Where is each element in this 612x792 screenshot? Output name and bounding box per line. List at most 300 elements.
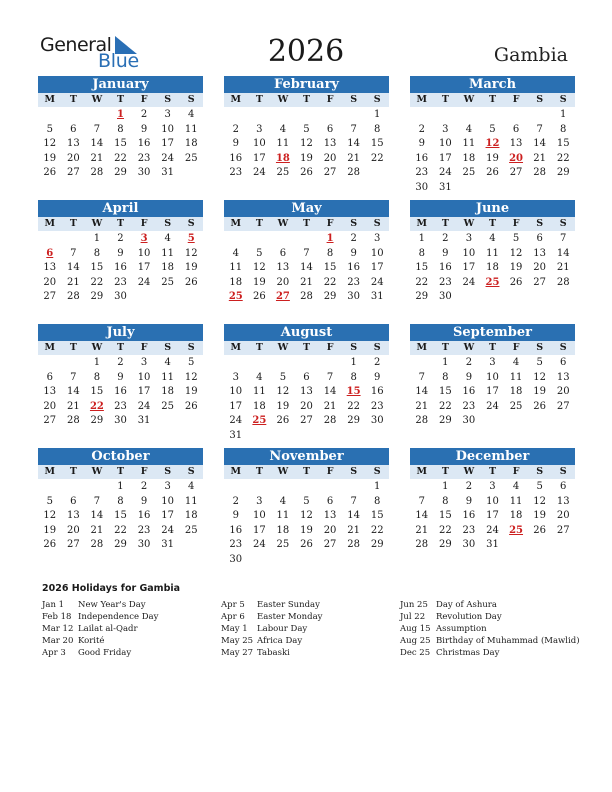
day-cell: 16 <box>229 152 243 164</box>
day-cell: 1 <box>93 357 101 368</box>
weekday-label: W <box>91 94 103 105</box>
holiday-name: Birthday of Muhammad (Mawlid) <box>436 636 580 646</box>
day-cell: 12 <box>509 247 523 259</box>
day-cell: 2 <box>232 123 239 135</box>
day-cell: 4 <box>188 481 195 492</box>
day-cell: 18 <box>252 400 266 412</box>
day-cell: 11 <box>509 371 523 383</box>
day-cell: 24 <box>486 400 499 412</box>
holiday-row <box>400 647 580 659</box>
day-cell: 15 <box>90 386 104 397</box>
day-cell: 16 <box>137 510 151 521</box>
day-cell: 2 <box>140 481 148 492</box>
weekday-label: M <box>230 94 242 105</box>
weekday-label: M <box>416 94 428 105</box>
day-cell: 24 <box>370 276 384 288</box>
day-cell: 10 <box>370 247 384 259</box>
day-cell: 29 <box>438 415 452 426</box>
day-cell: 29 <box>90 291 104 302</box>
day-grid <box>38 355 203 429</box>
day-cell: 15 <box>114 138 127 149</box>
day-cell: 30 <box>438 291 452 302</box>
day-cell: 20 <box>323 524 337 536</box>
day-cell: 9 <box>140 123 148 135</box>
day-cell: 23 <box>370 400 384 412</box>
day-cell: 22 <box>347 400 360 412</box>
day-cell: 14 <box>415 510 429 521</box>
weekday-label: S <box>350 218 358 229</box>
day-cell: 19 <box>533 386 546 397</box>
day-cell: 4 <box>465 123 473 135</box>
holiday-day-cell: 18 <box>275 152 290 164</box>
day-cell: 10 <box>137 371 151 383</box>
day-cell: 5 <box>46 495 53 507</box>
day-cell: 20 <box>323 152 337 164</box>
weekday-label: S <box>536 466 544 477</box>
day-cell: 7 <box>70 247 77 259</box>
weekday-label: T <box>255 342 263 353</box>
month-november <box>224 448 389 567</box>
day-cell: 9 <box>232 138 239 149</box>
weekday-label: S <box>187 342 195 353</box>
day-cell: 13 <box>556 371 570 383</box>
month-title: February <box>224 76 389 93</box>
day-cell: 19 <box>252 276 266 288</box>
weekday-label: F <box>140 218 148 229</box>
month-title: November <box>224 448 389 465</box>
day-cell: 8 <box>442 371 449 383</box>
day-cell: 2 <box>350 233 357 244</box>
empty-cell <box>38 232 62 247</box>
day-cell: 4 <box>512 481 520 492</box>
holiday-day-cell: 27 <box>275 291 290 302</box>
day-cell: 13 <box>66 510 80 521</box>
day-cell: 4 <box>164 233 171 244</box>
day-cell: 28 <box>556 276 570 288</box>
holiday-day-cell: 1 <box>117 109 124 120</box>
holiday-row <box>400 635 580 647</box>
day-cell: 24 <box>462 276 476 288</box>
day-cell: 22 <box>370 524 384 536</box>
empty-cell <box>248 232 272 247</box>
day-cell: 3 <box>489 357 496 368</box>
day-cell: 18 <box>161 262 174 273</box>
weekday-label: F <box>140 342 148 353</box>
day-grid <box>38 479 203 553</box>
holiday-date: Mar 20 <box>42 636 74 646</box>
day-cell: 30 <box>415 181 429 193</box>
day-cell: 2 <box>442 233 449 244</box>
day-cell: 23 <box>114 400 127 412</box>
day-cell: 11 <box>509 495 523 507</box>
day-cell: 4 <box>164 357 171 368</box>
empty-cell <box>224 108 248 123</box>
day-cell: 11 <box>161 247 174 259</box>
holiday-column-1 <box>42 599 222 659</box>
weekday-label: S <box>373 218 381 229</box>
holiday-name: Day of Ashura <box>436 600 497 610</box>
weekday-label: M <box>416 466 428 477</box>
day-cell: 8 <box>326 247 334 259</box>
day-cell: 1 <box>560 109 567 120</box>
holiday-date: Feb 18 <box>42 612 72 622</box>
holiday-name: Revolution Day <box>436 612 502 622</box>
day-grid <box>224 479 389 567</box>
day-cell: 9 <box>140 495 148 507</box>
day-cell: 30 <box>114 291 127 302</box>
day-cell: 25 <box>184 524 198 536</box>
weekday-label: T <box>488 218 497 229</box>
day-cell: 7 <box>418 495 425 507</box>
month-august <box>224 324 389 443</box>
day-cell: 6 <box>560 357 567 368</box>
day-cell: 11 <box>184 123 198 135</box>
day-cell: 21 <box>347 524 360 536</box>
holiday-date: Apr 5 <box>221 600 245 610</box>
day-cell: 19 <box>43 524 57 536</box>
day-cell: 10 <box>252 138 266 149</box>
day-cell: 13 <box>323 138 337 149</box>
day-cell: 9 <box>465 495 473 507</box>
holiday-day-cell: 6 <box>46 247 54 259</box>
weekday-label: S <box>187 94 195 105</box>
day-cell: 20 <box>43 276 57 288</box>
day-cell: 28 <box>66 415 80 426</box>
day-cell: 9 <box>442 247 449 259</box>
month-february <box>224 76 389 181</box>
weekday-label: S <box>559 218 567 229</box>
day-grid <box>410 355 575 429</box>
day-cell: 15 <box>370 510 384 521</box>
weekday-label: T <box>441 94 449 105</box>
weekday-label: T <box>116 342 125 353</box>
day-cell: 4 <box>489 233 496 244</box>
day-cell: 25 <box>509 400 523 412</box>
day-cell: 19 <box>300 524 313 536</box>
weekday-label: T <box>69 466 77 477</box>
day-cell: 15 <box>556 138 570 149</box>
empty-cell <box>224 356 248 371</box>
day-cell: 22 <box>415 276 429 288</box>
day-cell: 1 <box>117 481 124 492</box>
weekday-header <box>224 217 389 231</box>
holiday-day-cell: 25 <box>228 291 243 302</box>
day-cell: 26 <box>184 400 198 412</box>
day-cell: 26 <box>276 415 290 426</box>
day-cell: 9 <box>117 371 124 383</box>
day-cell: 23 <box>438 276 452 288</box>
day-cell: 9 <box>117 247 124 259</box>
day-cell: 7 <box>418 371 425 383</box>
day-cell: 22 <box>90 276 104 288</box>
day-cell: 18 <box>229 276 243 288</box>
weekday-label: F <box>512 466 520 477</box>
day-cell: 12 <box>252 262 266 273</box>
day-cell: 30 <box>137 539 151 550</box>
day-cell: 14 <box>323 386 337 397</box>
empty-cell <box>295 108 319 123</box>
day-cell: 14 <box>533 138 546 149</box>
day-cell: 25 <box>276 539 290 550</box>
day-cell: 2 <box>465 357 473 368</box>
weekday-label: T <box>302 218 311 229</box>
day-cell: 21 <box>323 400 337 412</box>
day-cell: 21 <box>90 152 104 164</box>
holiday-date: Apr 6 <box>221 612 245 622</box>
empty-cell <box>318 356 342 371</box>
empty-cell <box>85 108 109 123</box>
day-cell: 18 <box>184 510 198 521</box>
weekday-label: T <box>302 342 311 353</box>
holiday-name: Tabaski <box>257 648 290 658</box>
day-cell: 13 <box>43 386 57 397</box>
holiday-row <box>42 599 222 611</box>
day-cell: 14 <box>300 262 313 273</box>
day-cell: 15 <box>114 510 127 521</box>
day-cell: 11 <box>161 371 174 383</box>
day-cell: 18 <box>486 262 499 273</box>
weekday-label: S <box>350 342 358 353</box>
day-cell: 30 <box>114 415 127 426</box>
day-cell: 4 <box>256 371 263 383</box>
day-cell: 17 <box>161 510 174 521</box>
day-cell: 23 <box>137 524 151 536</box>
holiday-column-2 <box>221 599 401 659</box>
day-cell: 7 <box>303 247 310 259</box>
weekday-label: W <box>463 218 475 229</box>
empty-cell <box>85 480 109 495</box>
day-cell: 30 <box>137 167 151 178</box>
day-cell: 5 <box>536 357 543 368</box>
holiday-day-cell: 25 <box>509 524 524 536</box>
day-cell: 30 <box>229 553 243 565</box>
weekday-header <box>410 465 575 479</box>
day-cell: 11 <box>276 510 290 521</box>
day-cell: 16 <box>462 510 476 521</box>
day-cell: 20 <box>43 400 57 412</box>
day-cell: 13 <box>556 495 570 507</box>
holiday-name: Lailat al-Qadr <box>78 624 138 634</box>
day-cell: 30 <box>462 415 476 426</box>
weekday-header <box>224 465 389 479</box>
day-cell: 19 <box>276 400 290 412</box>
day-cell: 17 <box>438 152 452 164</box>
month-title: July <box>38 324 203 341</box>
holiday-name: Easter Sunday <box>257 600 320 610</box>
day-cell: 23 <box>229 167 243 178</box>
holiday-name: Easter Monday <box>257 612 323 622</box>
weekday-label: S <box>559 94 567 105</box>
day-cell: 20 <box>276 276 290 288</box>
empty-cell <box>410 356 434 371</box>
day-cell: 19 <box>184 262 198 273</box>
empty-cell <box>38 108 62 123</box>
weekday-label: W <box>277 218 289 229</box>
day-cell: 20 <box>66 152 80 164</box>
day-cell: 22 <box>114 524 127 536</box>
day-cell: 21 <box>556 262 570 273</box>
holiday-row <box>42 623 222 635</box>
day-cell: 17 <box>252 152 266 164</box>
day-cell: 7 <box>536 123 543 135</box>
weekday-label: M <box>230 218 242 229</box>
day-cell: 29 <box>415 291 429 302</box>
weekday-label: T <box>116 466 125 477</box>
month-april <box>38 200 203 305</box>
day-cell: 12 <box>184 371 198 383</box>
day-cell: 22 <box>438 400 452 412</box>
day-cell: 8 <box>374 123 381 135</box>
weekday-label: W <box>463 94 475 105</box>
day-cell: 5 <box>512 233 520 244</box>
day-cell: 31 <box>370 291 384 302</box>
day-cell: 3 <box>374 233 381 244</box>
day-cell: 10 <box>486 371 499 383</box>
weekday-label: S <box>164 466 172 477</box>
day-cell: 13 <box>300 386 313 397</box>
weekday-header <box>224 341 389 355</box>
weekday-label: W <box>463 342 475 353</box>
weekday-label: F <box>140 466 148 477</box>
weekday-label: F <box>512 94 520 105</box>
day-cell: 27 <box>43 415 57 426</box>
weekday-label: S <box>350 94 358 105</box>
empty-cell <box>295 480 319 495</box>
day-grid <box>38 107 203 181</box>
weekday-label: T <box>488 342 497 353</box>
day-cell: 13 <box>276 262 290 273</box>
day-cell: 28 <box>347 539 360 550</box>
empty-cell <box>295 232 319 247</box>
weekday-label: M <box>416 218 428 229</box>
day-cell: 15 <box>438 510 452 521</box>
day-cell: 27 <box>509 167 523 178</box>
weekday-label: M <box>44 342 56 353</box>
empty-cell <box>318 108 342 123</box>
day-cell: 19 <box>300 152 313 164</box>
day-cell: 16 <box>347 262 360 273</box>
holiday-day-cell: 22 <box>89 400 104 412</box>
weekday-label: S <box>536 218 544 229</box>
holiday-row <box>221 635 401 647</box>
day-cell: 26 <box>533 400 546 412</box>
day-cell: 28 <box>533 167 546 178</box>
day-cell: 24 <box>252 539 266 550</box>
day-cell: 10 <box>161 123 174 135</box>
day-cell: 16 <box>370 386 384 397</box>
empty-cell <box>62 232 86 247</box>
day-cell: 24 <box>252 167 266 178</box>
day-cell: 27 <box>66 539 80 550</box>
month-june <box>410 200 575 305</box>
logo-general-text: General <box>40 34 112 56</box>
day-cell: 27 <box>556 524 570 536</box>
day-cell: 26 <box>300 539 313 550</box>
empty-cell <box>410 108 434 123</box>
weekday-label: W <box>91 466 103 477</box>
day-cell: 12 <box>43 138 57 149</box>
day-cell: 29 <box>323 291 337 302</box>
day-cell: 17 <box>161 138 174 149</box>
day-cell: 16 <box>229 524 243 536</box>
day-cell: 31 <box>229 429 243 441</box>
holiday-date: May 1 <box>221 624 248 634</box>
month-title: April <box>38 200 203 217</box>
empty-cell <box>38 356 62 371</box>
holiday-name: Assumption <box>436 624 487 634</box>
day-cell: 21 <box>90 524 104 536</box>
month-title: August <box>224 324 389 341</box>
day-cell: 3 <box>442 123 449 135</box>
holiday-day-cell: 3 <box>140 233 148 244</box>
day-cell: 9 <box>350 247 357 259</box>
day-cell: 13 <box>533 247 546 259</box>
day-cell: 4 <box>279 495 287 507</box>
day-grid <box>410 107 575 195</box>
empty-cell <box>248 356 272 371</box>
month-september <box>410 324 575 429</box>
empty-cell <box>271 480 295 495</box>
day-cell: 14 <box>415 386 429 397</box>
holiday-date: Aug 25 <box>400 636 431 646</box>
weekday-label: F <box>512 342 520 353</box>
day-cell: 23 <box>114 276 127 288</box>
day-cell: 12 <box>184 247 198 259</box>
empty-cell <box>248 480 272 495</box>
day-cell: 19 <box>184 386 198 397</box>
day-cell: 2 <box>418 123 425 135</box>
weekday-header <box>410 217 575 231</box>
day-cell: 9 <box>465 371 473 383</box>
day-cell: 11 <box>486 247 499 259</box>
empty-cell <box>318 480 342 495</box>
day-cell: 1 <box>374 481 381 492</box>
day-cell: 28 <box>90 167 104 178</box>
day-cell: 11 <box>462 138 476 149</box>
day-cell: 24 <box>486 524 499 536</box>
day-cell: 1 <box>418 233 425 244</box>
day-cell: 5 <box>489 123 496 135</box>
day-cell: 15 <box>415 262 429 273</box>
weekday-label: T <box>116 218 125 229</box>
month-title: January <box>38 76 203 93</box>
day-cell: 9 <box>232 510 239 521</box>
holiday-day-cell: 25 <box>485 276 500 288</box>
day-cell: 26 <box>300 167 313 178</box>
holiday-day-cell: 12 <box>485 138 500 149</box>
day-cell: 15 <box>370 138 384 149</box>
month-october <box>38 448 203 553</box>
day-cell: 17 <box>486 510 499 521</box>
day-cell: 22 <box>370 152 384 164</box>
day-cell: 21 <box>415 400 429 412</box>
day-cell: 21 <box>533 152 546 164</box>
day-cell: 12 <box>300 138 313 149</box>
empty-cell <box>248 108 272 123</box>
holidays-title: 2026 Holidays for Gambia <box>42 583 181 594</box>
holiday-day-cell: 15 <box>346 386 361 397</box>
day-cell: 26 <box>509 276 523 288</box>
day-grid <box>224 231 389 305</box>
day-cell: 6 <box>536 233 543 244</box>
weekday-header <box>410 93 575 107</box>
day-cell: 27 <box>66 167 80 178</box>
empty-cell <box>342 108 366 123</box>
day-cell: 23 <box>137 152 151 164</box>
holiday-name: Christmas Day <box>436 648 500 658</box>
day-cell: 28 <box>323 415 337 426</box>
holiday-row <box>400 599 580 611</box>
